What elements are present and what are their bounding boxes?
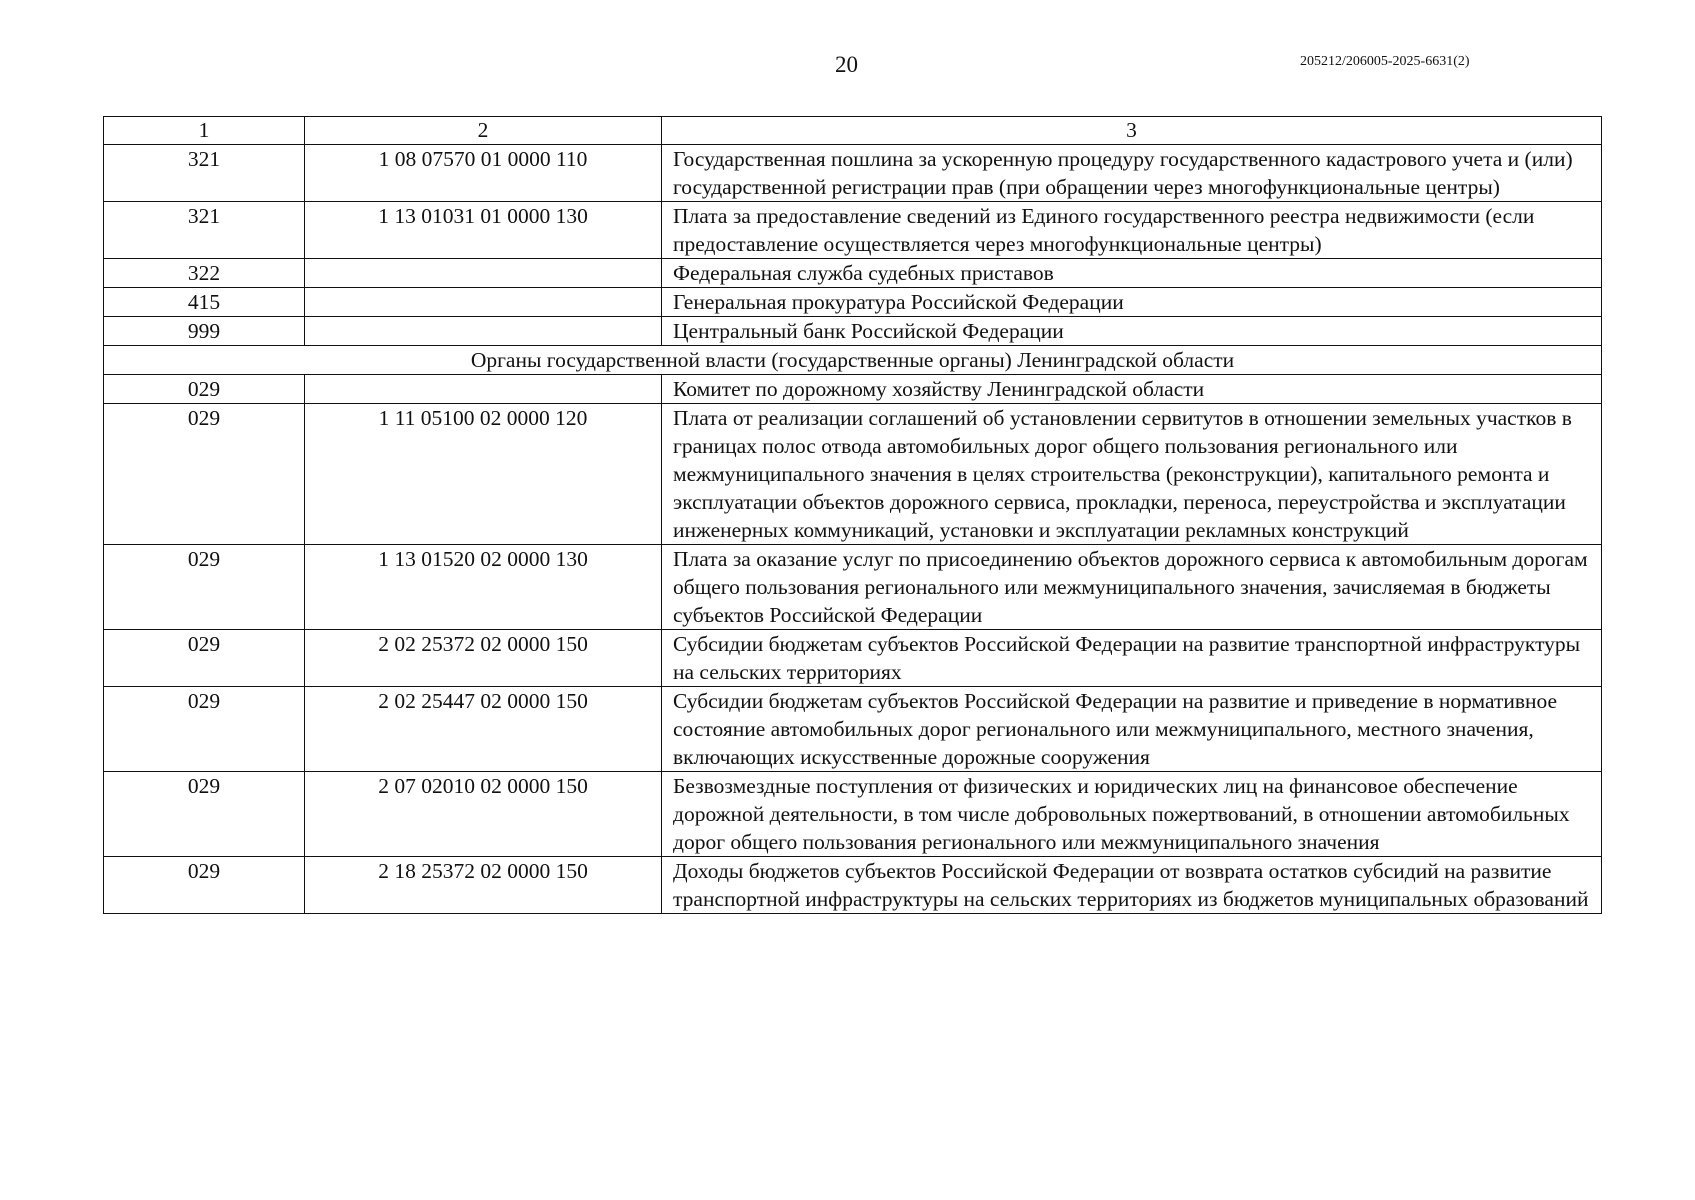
row-description: Государственная пошлина за ускоренную процедуру государственного кадастрового учета и (или) государственной регистрации прав (при обращении через многофункциональные центры) bbox=[662, 145, 1602, 202]
admin-code: 999 bbox=[104, 317, 305, 346]
table-row bbox=[104, 772, 1602, 857]
row-description: Субсидии бюджетам субъектов Российской Федерации на развитие транспортной инфраструктуры на сельских территориях bbox=[662, 630, 1602, 687]
table-row bbox=[104, 545, 1602, 630]
budget-code: 1 13 01520 02 0000 130 bbox=[305, 545, 662, 630]
row-description: Плата за предоставление сведений из Единого государственного реестра недвижимости (если предоставление осуществляется через многофункциональные центры) bbox=[662, 202, 1602, 259]
table-row bbox=[104, 375, 1602, 404]
row-description: Субсидии бюджетам субъектов Российской Федерации на развитие и приведение в нормативное состояние автомобильных дорог регионального или межмуниципального, местного значения, включающих искусственные дорожные сооружения bbox=[662, 687, 1602, 772]
budget-code bbox=[305, 259, 662, 288]
admin-code: 029 bbox=[104, 630, 305, 687]
table-row bbox=[104, 202, 1602, 259]
budget-code: 1 11 05100 02 0000 120 bbox=[305, 404, 662, 545]
table-row bbox=[104, 145, 1602, 202]
budget-code: 1 08 07570 01 0000 110 bbox=[305, 145, 662, 202]
column-header-2: 2 bbox=[305, 117, 662, 145]
admin-code: 029 bbox=[104, 375, 305, 404]
admin-code: 415 bbox=[104, 288, 305, 317]
section-title: Органы государственной власти (государственные органы) Ленинградской области bbox=[104, 346, 1602, 375]
admin-code: 029 bbox=[104, 772, 305, 857]
admin-code: 322 bbox=[104, 259, 305, 288]
column-header-1: 1 bbox=[104, 117, 305, 145]
table-header-row bbox=[104, 117, 1602, 145]
budget-code: 2 18 25372 02 0000 150 bbox=[305, 857, 662, 914]
section-header-row bbox=[104, 346, 1602, 375]
row-description: Плата от реализации соглашений об установлении сервитутов в отношении земельных участков в границах полос отвода автомобильных дорог общего пользования регионального или межмуниципального значения в целях строительства (реконструкции), капитального ремонта и эксплуатации объектов дорожного сервиса, прокладки, переноса, переустройства и эксплуатации инженерных коммуникаций, установки и эксплуатации рекламных конструкций bbox=[662, 404, 1602, 545]
budget-code: 2 02 25372 02 0000 150 bbox=[305, 630, 662, 687]
admin-code: 029 bbox=[104, 857, 305, 914]
budget-code bbox=[305, 317, 662, 346]
budget-code bbox=[305, 288, 662, 317]
column-header-3: 3 bbox=[662, 117, 1602, 145]
budget-code bbox=[305, 375, 662, 404]
table-row bbox=[104, 630, 1602, 687]
table-row bbox=[104, 404, 1602, 545]
row-description: Центральный банк Российской Федерации bbox=[662, 317, 1602, 346]
page-number: 20 bbox=[835, 52, 858, 77]
row-description: Генеральная прокуратура Российской Федерации bbox=[662, 288, 1602, 317]
table-row bbox=[104, 288, 1602, 317]
budget-code: 1 13 01031 01 0000 130 bbox=[305, 202, 662, 259]
admin-code: 029 bbox=[104, 687, 305, 772]
budget-classification-table bbox=[103, 116, 1602, 914]
row-description: Федеральная служба судебных приставов bbox=[662, 259, 1602, 288]
table-row bbox=[104, 317, 1602, 346]
row-description: Плата за оказание услуг по присоединению объектов дорожного сервиса к автомобильным дорогам общего пользования регионального или межмуниципального значения, зачисляемая в бюджеты субъектов Российской Федерации bbox=[662, 545, 1602, 630]
table-row bbox=[104, 857, 1602, 914]
admin-code: 321 bbox=[104, 145, 305, 202]
row-description: Доходы бюджетов субъектов Российской Федерации от возврата остатков субсидий на развитие транспортной инфраструктуры на сельских территориях из бюджетов муниципальных образований bbox=[662, 857, 1602, 914]
document-code: 205212/206005-2025-6631(2) bbox=[1300, 54, 1470, 69]
row-description: Безвозмездные поступления от физических и юридических лиц на финансовое обеспечение дорожной деятельности, в том числе добровольных пожертвований, в отношении автомобильных дорог общего пользования регионального или межмуниципального значения bbox=[662, 772, 1602, 857]
row-description: Комитет по дорожному хозяйству Ленинградской области bbox=[662, 375, 1602, 404]
budget-code: 2 02 25447 02 0000 150 bbox=[305, 687, 662, 772]
admin-code: 321 bbox=[104, 202, 305, 259]
admin-code: 029 bbox=[104, 404, 305, 545]
table-row bbox=[104, 687, 1602, 772]
admin-code: 029 bbox=[104, 545, 305, 630]
budget-code: 2 07 02010 02 0000 150 bbox=[305, 772, 662, 857]
table-row bbox=[104, 259, 1602, 288]
